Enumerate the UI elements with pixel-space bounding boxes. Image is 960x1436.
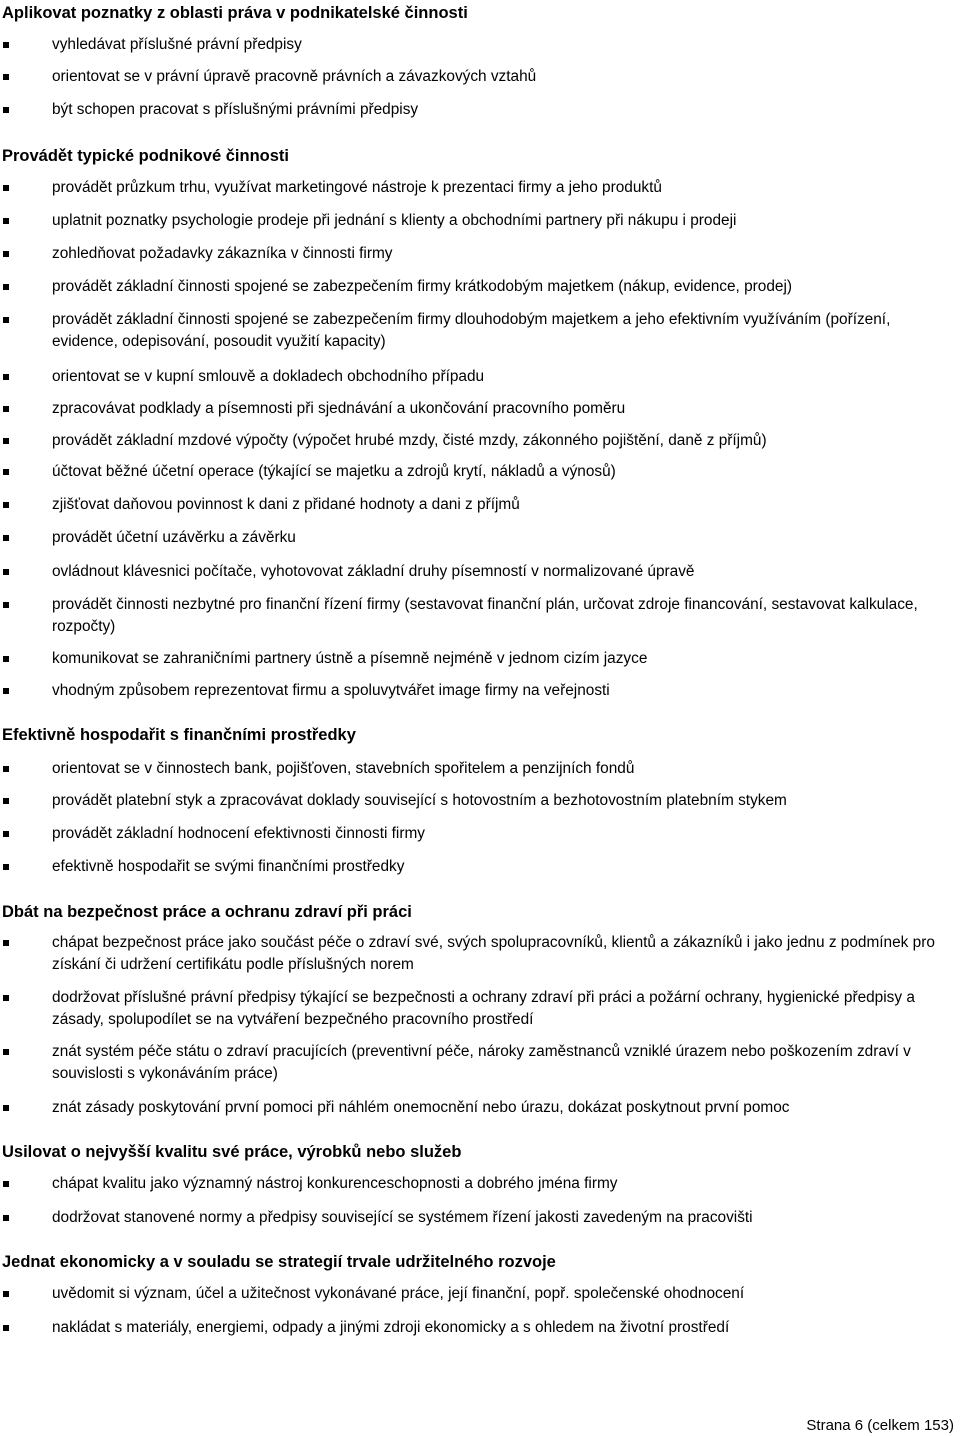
bullet-square-icon bbox=[3, 251, 9, 257]
list-item-text: znát systém péče státu o zdraví pracujících (preventivní péče, nároky zaměstnanců vzniklé úrazem nebo poškozením zdraví v souvislosti s vykonáváním práce) bbox=[52, 1043, 911, 1082]
list-item bbox=[0, 1207, 952, 1229]
list-item bbox=[0, 243, 952, 265]
bullet-square-icon bbox=[3, 42, 9, 48]
list-item bbox=[0, 680, 952, 702]
list-item bbox=[0, 461, 952, 483]
bullet-square-icon bbox=[3, 1181, 9, 1187]
list-item-text: provádět základní hodnocení efektivnosti činnosti firmy bbox=[52, 825, 425, 842]
bullet-square-icon bbox=[3, 940, 9, 946]
list-item-text: znát zásady poskytování první pomoci při náhlém onemocnění nebo úrazu, dokázat poskytnout první pomoc bbox=[52, 1099, 790, 1116]
section-heading: Aplikovat poznatky z oblasti práva v podnikatelské činnosti bbox=[2, 4, 468, 22]
list-item bbox=[0, 210, 952, 232]
list-item-text: dodržovat stanovené normy a předpisy související se systémem řízení jakosti zavedeným na pracovišti bbox=[52, 1209, 753, 1226]
page-number: Strana 6 (celkem 153) bbox=[806, 1417, 954, 1434]
list-item-text: provádět platební styk a zpracovávat doklady související s hotovostním a bezhotovostním platebním stykem bbox=[52, 792, 787, 809]
list-item-text: uvědomit si význam, účel a užitečnost vykonávané práce, její finanční, popř. společenské ohodnocení bbox=[52, 1285, 745, 1302]
list-item bbox=[0, 1041, 952, 1085]
bullet-square-icon bbox=[3, 1105, 9, 1111]
list-item-text: orientovat se v činnostech bank, pojišťoven, stavebních spořitelem a penzijních fondů bbox=[52, 760, 635, 777]
list-item bbox=[0, 1097, 952, 1119]
list-item-text: provádět základní činnosti spojené se zabezpečením firmy dlouhodobým majetkem a jeho efektivním využíváním (pořízení, evidence, odepisování, posoudit využití kapacity) bbox=[52, 311, 891, 350]
bullet-square-icon bbox=[3, 438, 9, 444]
list-item bbox=[0, 276, 952, 298]
bullet-square-icon bbox=[3, 1215, 9, 1221]
list-item-text: zjišťovat daňovou povinnost k dani z přidané hodnoty a dani z příjmů bbox=[52, 496, 520, 513]
list-item bbox=[0, 398, 952, 420]
bullet-square-icon bbox=[3, 406, 9, 412]
list-item bbox=[0, 594, 952, 638]
list-item-text: provádět činnosti nezbytné pro finanční řízení firmy (sestavovat finanční plán, určovat zdroje financování, sestavovat kalkulace, rozpočty) bbox=[52, 596, 918, 635]
list-item-text: orientovat se v právní úpravě pracovně právních a závazkových vztahů bbox=[52, 68, 537, 85]
bullet-square-icon bbox=[3, 1325, 9, 1331]
list-item bbox=[0, 648, 952, 670]
bullet-square-icon bbox=[3, 831, 9, 837]
list-item-text: provádět účetní uzávěrku a závěrku bbox=[52, 529, 296, 546]
bullet-square-icon bbox=[3, 569, 9, 575]
section-heading: Dbát na bezpečnost práce a ochranu zdraví při práci bbox=[2, 903, 412, 921]
bullet-square-icon bbox=[3, 1291, 9, 1297]
list-item-text: zpracovávat podklady a písemnosti při sjednávání a ukončování pracovního poměru bbox=[52, 400, 626, 417]
bullet-square-icon bbox=[3, 798, 9, 804]
bullet-square-icon bbox=[3, 317, 9, 323]
list-item-text: efektivně hospodařit se svými finančními prostředky bbox=[52, 858, 405, 875]
bullet-square-icon bbox=[3, 469, 9, 475]
bullet-square-icon bbox=[3, 535, 9, 541]
list-item bbox=[0, 1317, 952, 1339]
list-item-text: provádět základní činnosti spojené se zabezpečením firmy krátkodobým majetkem (nákup, evidence, prodej) bbox=[52, 278, 792, 295]
list-item-text: účtovat běžné účetní operace (týkající se majetku a zdrojů krytí, nákladů a výnosů) bbox=[52, 463, 616, 480]
list-item-text: zohledňovat požadavky zákazníka v činnosti firmy bbox=[52, 245, 393, 262]
list-item bbox=[0, 66, 952, 88]
bullet-square-icon bbox=[3, 602, 9, 608]
list-item-text: uplatnit poznatky psychologie prodeje při jednání s klienty a obchodními partnery při nákupu i prodeji bbox=[52, 212, 737, 229]
list-item bbox=[0, 758, 952, 780]
list-item bbox=[0, 527, 952, 549]
section-heading: Jednat ekonomicky a v souladu se strategií trvale udržitelného rozvoje bbox=[2, 1253, 556, 1271]
list-item bbox=[0, 987, 952, 1031]
list-item-text: chápat kvalitu jako významný nástroj konkurenceschopnosti a dobrého jména firmy bbox=[52, 1175, 618, 1192]
bullet-square-icon bbox=[3, 688, 9, 694]
list-item-text: ovládnout klávesnici počítače, vyhotovovat základní druhy písemností v normalizované úpravě bbox=[52, 563, 695, 580]
list-item-text: vhodným způsobem reprezentovat firmu a spoluvytvářet image firmy na veřejnosti bbox=[52, 682, 610, 699]
list-item bbox=[0, 366, 952, 388]
list-item-text: provádět základní mzdové výpočty (výpočet hrubé mzdy, čisté mzdy, zákonného pojištění, daně z příjmů) bbox=[52, 432, 767, 449]
bullet-square-icon bbox=[3, 218, 9, 224]
list-item-text: dodržovat příslušné právní předpisy týkající se bezpečnosti a ochrany zdraví při práci a požární ochrany, hygienické předpisy a zásady, spolupodílet se na vytváření bezpečného pracovního prostředí bbox=[52, 989, 915, 1028]
bullet-square-icon bbox=[3, 1049, 9, 1055]
list-item bbox=[0, 309, 952, 353]
list-item-text: chápat bezpečnost práce jako součást péče o zdraví své, svých spolupracovníků, klientů a zákazníků i jako jednu z podmínek pro získání či udržení certifikátu podle příslušných norem bbox=[52, 934, 935, 973]
list-item bbox=[0, 561, 952, 583]
list-item bbox=[0, 177, 952, 199]
list-item bbox=[0, 34, 952, 56]
list-item-text: být schopen pracovat s příslušnými právními předpisy bbox=[52, 101, 419, 118]
list-item bbox=[0, 856, 952, 878]
bullet-square-icon bbox=[3, 656, 9, 662]
section-heading: Usilovat o nejvyšší kvalitu své práce, výrobků nebo služeb bbox=[2, 1143, 462, 1161]
list-item-text: orientovat se v kupní smlouvě a dokladech obchodního případu bbox=[52, 368, 485, 385]
bullet-square-icon bbox=[3, 374, 9, 380]
list-item-text: provádět průzkum trhu, využívat marketingové nástroje k prezentaci firmy a jeho produktů bbox=[52, 179, 662, 196]
list-item-text: vyhledávat příslušné právní předpisy bbox=[52, 36, 302, 53]
bullet-square-icon bbox=[3, 502, 9, 508]
list-item bbox=[0, 430, 952, 452]
bullet-square-icon bbox=[3, 766, 9, 772]
section-heading: Provádět typické podnikové činnosti bbox=[2, 147, 289, 165]
list-item bbox=[0, 1283, 952, 1305]
list-item-text: nakládat s materiály, energiemi, odpady a jinými zdroji ekonomicky a s ohledem na životní prostředí bbox=[52, 1319, 730, 1336]
bullet-square-icon bbox=[3, 107, 9, 113]
bullet-square-icon bbox=[3, 284, 9, 290]
list-item-text: komunikovat se zahraničními partnery ústně a písemně nejméně v jednom cizím jazyce bbox=[52, 650, 648, 667]
list-item bbox=[0, 99, 952, 121]
bullet-square-icon bbox=[3, 995, 9, 1001]
bullet-square-icon bbox=[3, 864, 9, 870]
section-heading: Efektivně hospodařit s finančními prostředky bbox=[2, 726, 356, 744]
list-item bbox=[0, 932, 952, 976]
list-item bbox=[0, 1173, 952, 1195]
list-item bbox=[0, 790, 952, 812]
bullet-square-icon bbox=[3, 74, 9, 80]
bullet-square-icon bbox=[3, 185, 9, 191]
list-item bbox=[0, 494, 952, 516]
list-item bbox=[0, 823, 952, 845]
